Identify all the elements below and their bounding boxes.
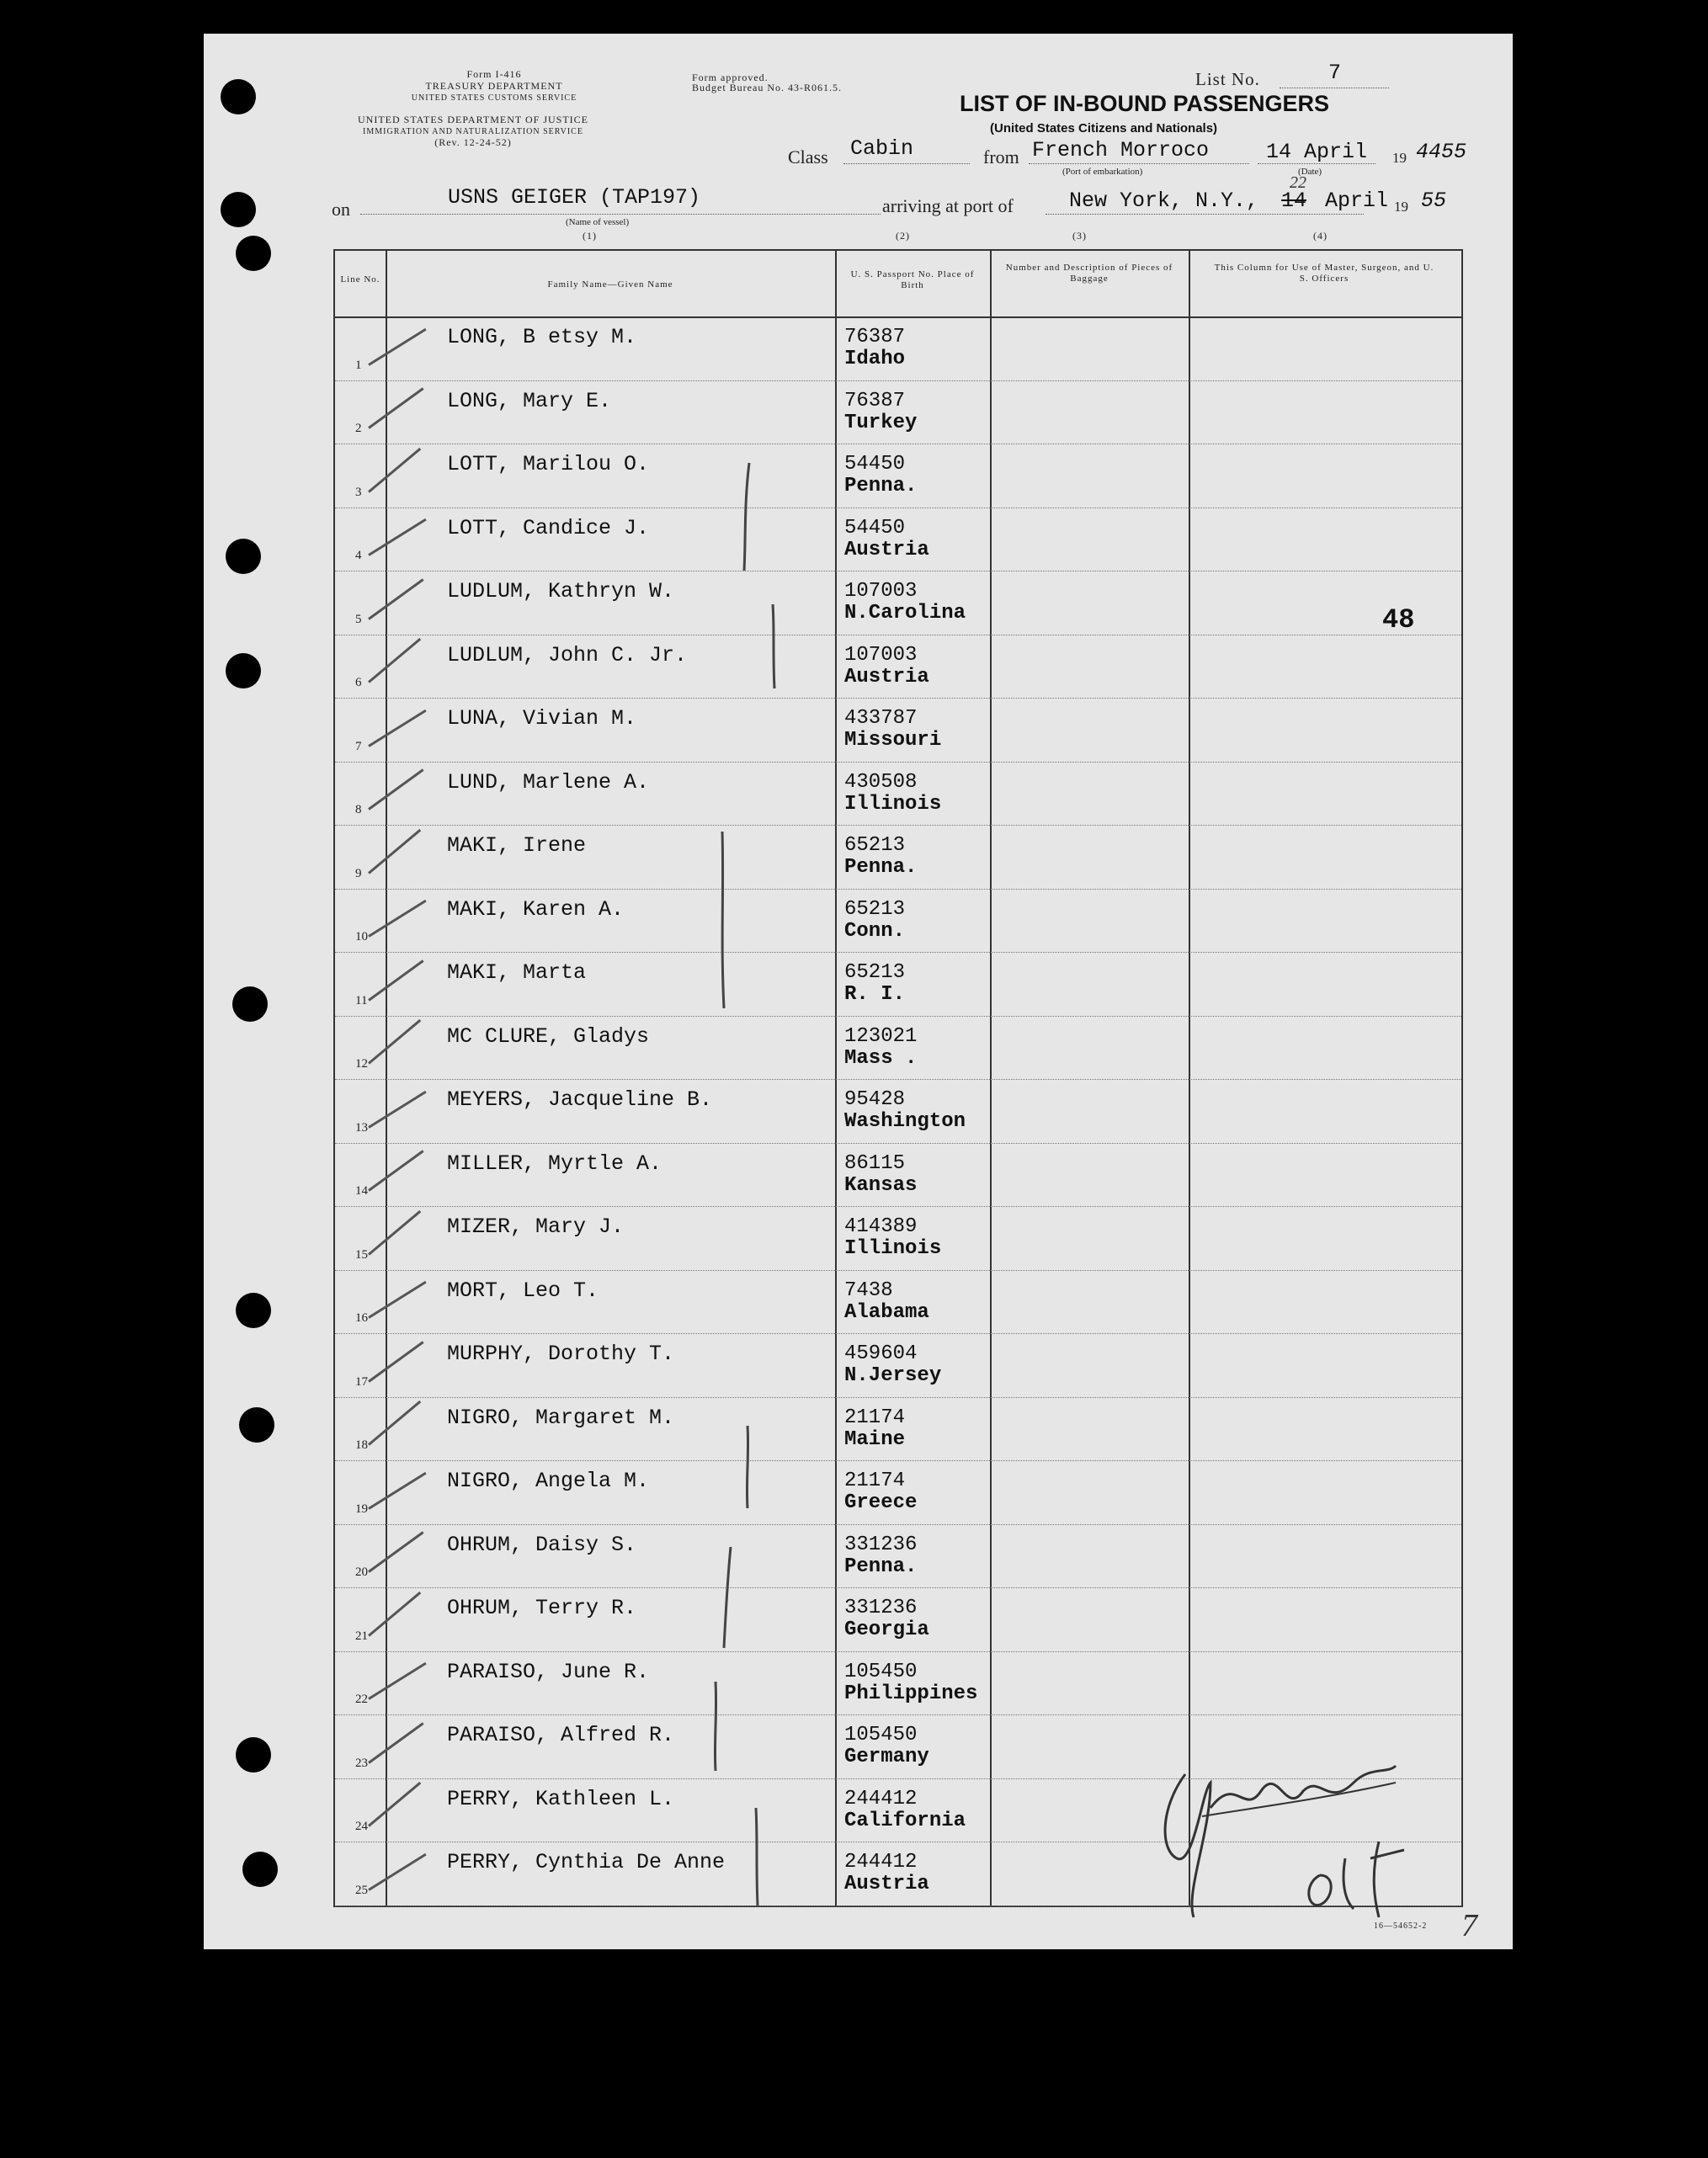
passenger-name: MORT, Leo T. (447, 1278, 599, 1303)
list-no-value: 7 (1328, 61, 1342, 85)
place-of-birth: Kansas (844, 1173, 918, 1197)
line-number: 18 (355, 1438, 368, 1452)
arrival-date-correction: 22 (1290, 173, 1306, 192)
passenger-name: PERRY, Kathleen L. (447, 1786, 675, 1811)
header-line-no: Line No. (340, 274, 380, 284)
vessel-name: USNS GEIGER (TAP197) (448, 185, 701, 210)
footer-code: 16—54652-2 (1374, 1921, 1428, 1931)
line-number: 17 (355, 1374, 368, 1389)
from-label: from (983, 146, 1019, 167)
binder-hole (236, 236, 271, 271)
on-label: on (332, 199, 350, 220)
passenger-name: PARAISO, June R. (447, 1659, 650, 1684)
passenger-name: PARAISO, Alfred R. (447, 1723, 675, 1747)
passenger-name: LUDLUM, John C. Jr. (447, 642, 688, 667)
passport-number: 107003 (844, 643, 918, 667)
treasury-department: TREASURY DEPARTMENT (425, 80, 563, 92)
place-of-birth: Georgia (844, 1618, 929, 1641)
line-number: 8 (355, 803, 362, 816)
passenger-name: MURPHY, Dorothy T. (447, 1342, 675, 1366)
arrival-year-prefix: 19 (1394, 199, 1408, 215)
place-of-birth: Missouri (844, 729, 942, 752)
form-approved: Form approved. (692, 72, 769, 83)
passenger-name: LUND, Marlene A. (447, 769, 650, 795)
justice-department: UNITED STATES DEPARTMENT OF JUSTICE (357, 114, 588, 125)
binder-hole (232, 986, 268, 1022)
place-of-birth: Idaho (844, 348, 906, 370)
place-of-birth: Conn. (844, 919, 906, 943)
arrival-underline (1046, 214, 1364, 215)
passport-number: 65213 (844, 961, 906, 984)
passenger-name: OHRUM, Terry R. (447, 1596, 637, 1620)
class-label: Class (788, 146, 828, 167)
passport-number: 414389 (844, 1215, 918, 1238)
line-number: 5 (355, 612, 362, 626)
passport-number: 105450 (844, 1660, 918, 1683)
binder-hole (221, 192, 256, 227)
margin-note: 48 (1382, 604, 1415, 635)
line-number: 11 (355, 993, 368, 1007)
header-officers: This Column for Use of Master, Surgeon, and U. S. Officers (1214, 263, 1434, 284)
form-title: LIST OF IN-BOUND PASSENGERS (960, 91, 1330, 116)
passport-number: 123021 (844, 1024, 918, 1048)
column-marker-4: (4) (1313, 230, 1328, 242)
date-caption: (Date) (1298, 167, 1322, 177)
line-number: 10 (355, 930, 368, 943)
passenger-name: LUDLUM, Kathryn W. (447, 579, 675, 603)
passenger-name: LOTT, Marilou O. (447, 452, 650, 476)
passport-number: 105450 (844, 1724, 918, 1746)
budget-bureau: Budget Bureau No. 43-R061.5. (692, 82, 842, 93)
line-number: 16 (355, 1311, 368, 1325)
binder-hole (242, 1852, 278, 1887)
binder-hole (236, 1293, 271, 1328)
vessel-caption: (Name of vessel) (566, 217, 630, 227)
passport-number: 21174 (844, 1470, 906, 1492)
place-of-birth: N.Carolina (844, 602, 966, 625)
passenger-name: OHRUM, Daisy S. (447, 1532, 637, 1557)
passport-number: 430508 (844, 770, 918, 794)
place-of-birth: Austria (844, 538, 929, 561)
port-of-embarkation-value: French Morroco (1032, 138, 1210, 162)
revision-date: (Rev. 12-24-52) (434, 136, 512, 148)
column-marker-2: (2) (896, 230, 910, 242)
class-value: Cabin (850, 136, 914, 161)
arrival-date-struck: 14 (1281, 189, 1307, 213)
passenger-name: MEYERS, Jacqueline B. (447, 1087, 713, 1112)
passenger-name: MILLER, Myrtle A. (447, 1151, 662, 1176)
line-number: 24 (355, 1820, 368, 1833)
passenger-name: PERRY, Cynthia De Anne (447, 1850, 726, 1874)
passport-number: 107003 (844, 580, 918, 603)
embarkation-date: 14 April (1266, 140, 1368, 164)
passport-number: 244412 (844, 1787, 918, 1810)
list-no-label: List No. (1195, 69, 1260, 89)
binder-hole (226, 539, 261, 574)
passport-number: 244412 (844, 1851, 918, 1874)
passport-number: 65213 (844, 834, 906, 857)
passport-number: 331236 (844, 1533, 918, 1556)
passenger-name: MIZER, Mary J. (447, 1215, 625, 1239)
line-number: 13 (355, 1120, 368, 1135)
place-of-birth: Maine (844, 1427, 906, 1451)
arrival-port: New York, N.Y., (1069, 189, 1259, 213)
line-number: 6 (355, 676, 362, 689)
arrival-year: 55 (1421, 189, 1447, 213)
binder-hole (226, 653, 261, 688)
passport-number: 76387 (844, 326, 906, 348)
passenger-name: MC CLURE, Gladys (447, 1023, 650, 1049)
line-number: 1 (355, 358, 362, 372)
place-of-birth: California (844, 1809, 966, 1832)
family-bracket-marks (335, 251, 1461, 1906)
binder-hole (239, 1407, 274, 1443)
line-number: 22 (355, 1693, 368, 1706)
header-baggage: Number and Description of Pieces of Baggage (1005, 263, 1173, 284)
place-of-birth: Germany (844, 1746, 929, 1768)
passport-number: 95428 (844, 1088, 906, 1111)
header-passport: U. S. Passport No. Place of Birth (850, 269, 975, 290)
place-of-birth: Penna. (844, 1555, 918, 1578)
binder-hole (236, 1737, 271, 1773)
passport-number: 76387 (844, 389, 906, 412)
line-number: 3 (355, 485, 362, 499)
place-of-birth: Austria (844, 1873, 929, 1895)
place-of-birth: Greece (844, 1491, 918, 1514)
passenger-name: NIGRO, Angela M. (447, 1469, 650, 1493)
column-marker-3: (3) (1072, 230, 1087, 242)
page-mark: 7 (1461, 1908, 1477, 1943)
embarkation-year: 4455 (1416, 140, 1467, 164)
immigration-service: IMMIGRATION AND NATURALIZATION SERVICE (363, 127, 583, 136)
passport-number: 433787 (844, 707, 918, 730)
year-prefix: 19 (1392, 150, 1407, 166)
passenger-name: LONG, B etsy M. (447, 325, 637, 349)
line-number: 4 (355, 549, 362, 562)
arrival-month: April (1325, 189, 1389, 213)
line-number: 20 (355, 1565, 368, 1579)
line-number: 2 (355, 422, 362, 435)
place-of-birth: R. I. (844, 983, 906, 1006)
place-of-birth: Turkey (844, 411, 918, 434)
place-of-birth: Philippines (844, 1682, 978, 1705)
line-number: 9 (355, 866, 362, 880)
passenger-name: LOTT, Candice J. (447, 515, 650, 540)
place-of-birth: N.Jersey (844, 1364, 942, 1387)
arriving-label: arriving at port of (882, 195, 1014, 216)
line-number: 19 (355, 1502, 368, 1516)
line-number: 7 (355, 739, 362, 753)
customs-service: UNITED STATES CUSTOMS SERVICE (411, 93, 577, 103)
header-name: Family Name—Given Name (547, 279, 673, 290)
place-of-birth: Mass . (844, 1046, 918, 1070)
place-of-birth: Alabama (844, 1300, 929, 1324)
passport-number: 54450 (844, 516, 906, 540)
form-subtitle: (United States Citizens and Nationals) (990, 121, 1218, 136)
line-number: 12 (355, 1057, 368, 1071)
port-embarkation-caption: (Port of embarkation) (1062, 167, 1143, 177)
passport-number: 331236 (844, 1597, 918, 1619)
passport-number: 54450 (844, 453, 906, 476)
passenger-name: MAKI, Irene (447, 833, 587, 858)
line-number: 23 (355, 1756, 368, 1770)
place-of-birth: Washington (844, 1110, 966, 1133)
binder-hole (221, 79, 256, 114)
passenger-name: NIGRO, Margaret M. (447, 1405, 675, 1430)
place-of-birth: Penna. (844, 856, 918, 879)
form-number: Form I-416 (466, 68, 522, 80)
passport-number: 459604 (844, 1342, 918, 1365)
class-underline (843, 163, 970, 164)
column-marker-1: (1) (583, 230, 597, 242)
passenger-name: LUNA, Vivian M. (447, 706, 637, 731)
from-underline (1029, 163, 1249, 164)
vessel-underline (360, 214, 881, 215)
passport-number: 86115 (844, 1151, 906, 1175)
place-of-birth: Illinois (844, 1237, 942, 1260)
passenger-name: MAKI, Marta (447, 960, 587, 985)
line-number: 21 (355, 1629, 368, 1643)
place-of-birth: Penna. (844, 475, 918, 497)
place-of-birth: Austria (844, 665, 929, 688)
line-number: 25 (355, 1883, 368, 1897)
passenger-name: LONG, Mary E. (447, 388, 612, 413)
passport-number: 21174 (844, 1406, 906, 1429)
line-number: 14 (355, 1184, 368, 1198)
passport-number: 7438 (844, 1278, 893, 1302)
passenger-name: MAKI, Karen A. (447, 896, 625, 922)
passenger-table (333, 249, 1463, 1907)
line-number: 15 (355, 1247, 368, 1262)
place-of-birth: Illinois (844, 792, 942, 816)
passport-number: 65213 (844, 897, 906, 921)
